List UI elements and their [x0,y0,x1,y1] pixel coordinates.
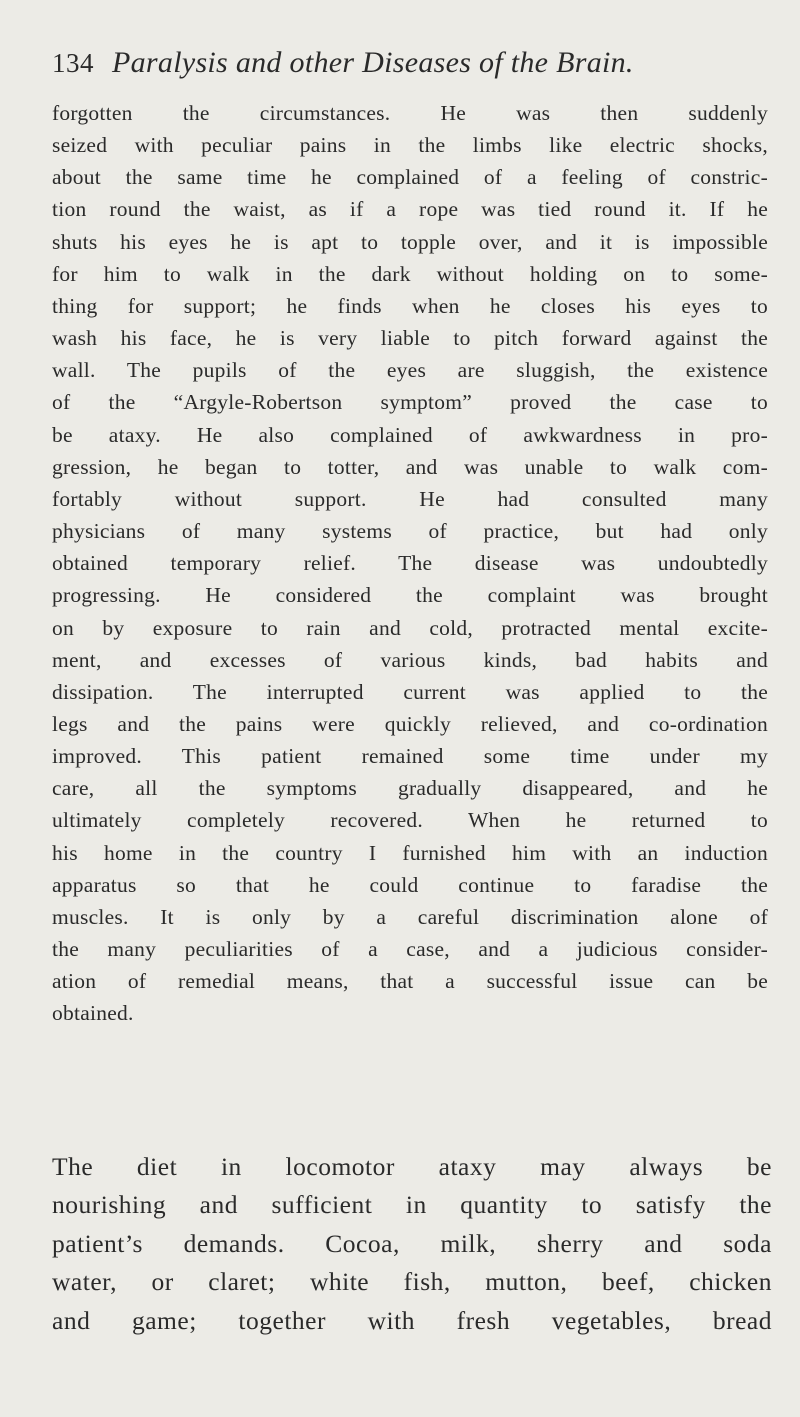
text-line: obtained. [52,1001,134,1026]
text-line: tion round the waist, as if a rope was tied round it. If he [52,197,768,222]
text-line: nourishing and sufficient in quantity to satisfy the [52,1190,772,1220]
text-line: water, or claret; white fish, mutton, beef, chicken [52,1267,772,1297]
text-line: muscles. It is only by a careful discrimination alone of [52,904,768,929]
text-line: fortably without support. He had consulted many [52,486,768,511]
text-line: wall. The pupils of the eyes are sluggish, the existence [52,358,768,383]
text-line: improved. This patient remained some time under my [52,744,768,769]
text-line: gression, he began to totter, and was unable to walk com- [52,454,768,479]
text-line: the many peculiarities of a case, and a judicious consider- [52,937,768,962]
text-line: ation of remedial means, that a successful issue can be [52,969,768,994]
text-line: ment, and excesses of various kinds, bad habits and [52,647,768,672]
text-line: about the same time he complained of a feeling of constric- [52,165,768,190]
text-line: his home in the country I furnished him with an induction [52,840,768,865]
text-line: patient’s demands. Cocoa, milk, sherry and soda [52,1228,772,1258]
text-line: obtained temporary relief. The disease was undoubtedly [52,551,768,576]
text-line: forgotten the circumstances. He was then suddenly [52,101,768,125]
text-line: The diet in locomotor ataxy may always be [52,1152,772,1181]
text-line: seized with peculiar pains in the limbs like electric shocks, [52,133,768,158]
page-header [52,46,772,90]
text-line: progressing. He considered the complaint was brought [52,583,768,608]
text-line: wash his face, he is very liable to pitch forward against the [52,326,768,351]
text-line: of the “Argyle-Robertson symptom” proved the case to [52,390,768,415]
text-line: dissipation. The interrupted current was applied to the [52,679,768,704]
diet-paragraph [52,1148,772,1340]
text-line: care, all the symptoms gradually disappeared, and he [52,776,768,801]
running-title: Paralysis and other Diseases of the Brain. [112,46,634,79]
text-line: ultimately completely recovered. When he returned to [52,808,768,833]
text-line: for him to walk in the dark without holding on to some- [52,261,768,286]
text-line: legs and the pains were quickly relieved, and co-ordination [52,711,768,736]
page-number: 134 [52,48,94,78]
text-line: shuts his eyes he is apt to topple over, and it is impossible [52,229,768,254]
text-line: be ataxy. He also complained of awkwardness in pro- [52,422,768,447]
text-line: on by exposure to rain and cold, protracted mental excite- [52,615,768,640]
text-line: thing for support; he finds when he closes his eyes to [52,293,768,318]
text-line: apparatus so that he could continue to faradise the [52,872,768,897]
case-report-paragraph [52,97,768,1030]
text-line: physicians of many systems of practice, but had only [52,519,768,544]
text-line: and game; together with fresh vegetables, bread [52,1305,772,1335]
